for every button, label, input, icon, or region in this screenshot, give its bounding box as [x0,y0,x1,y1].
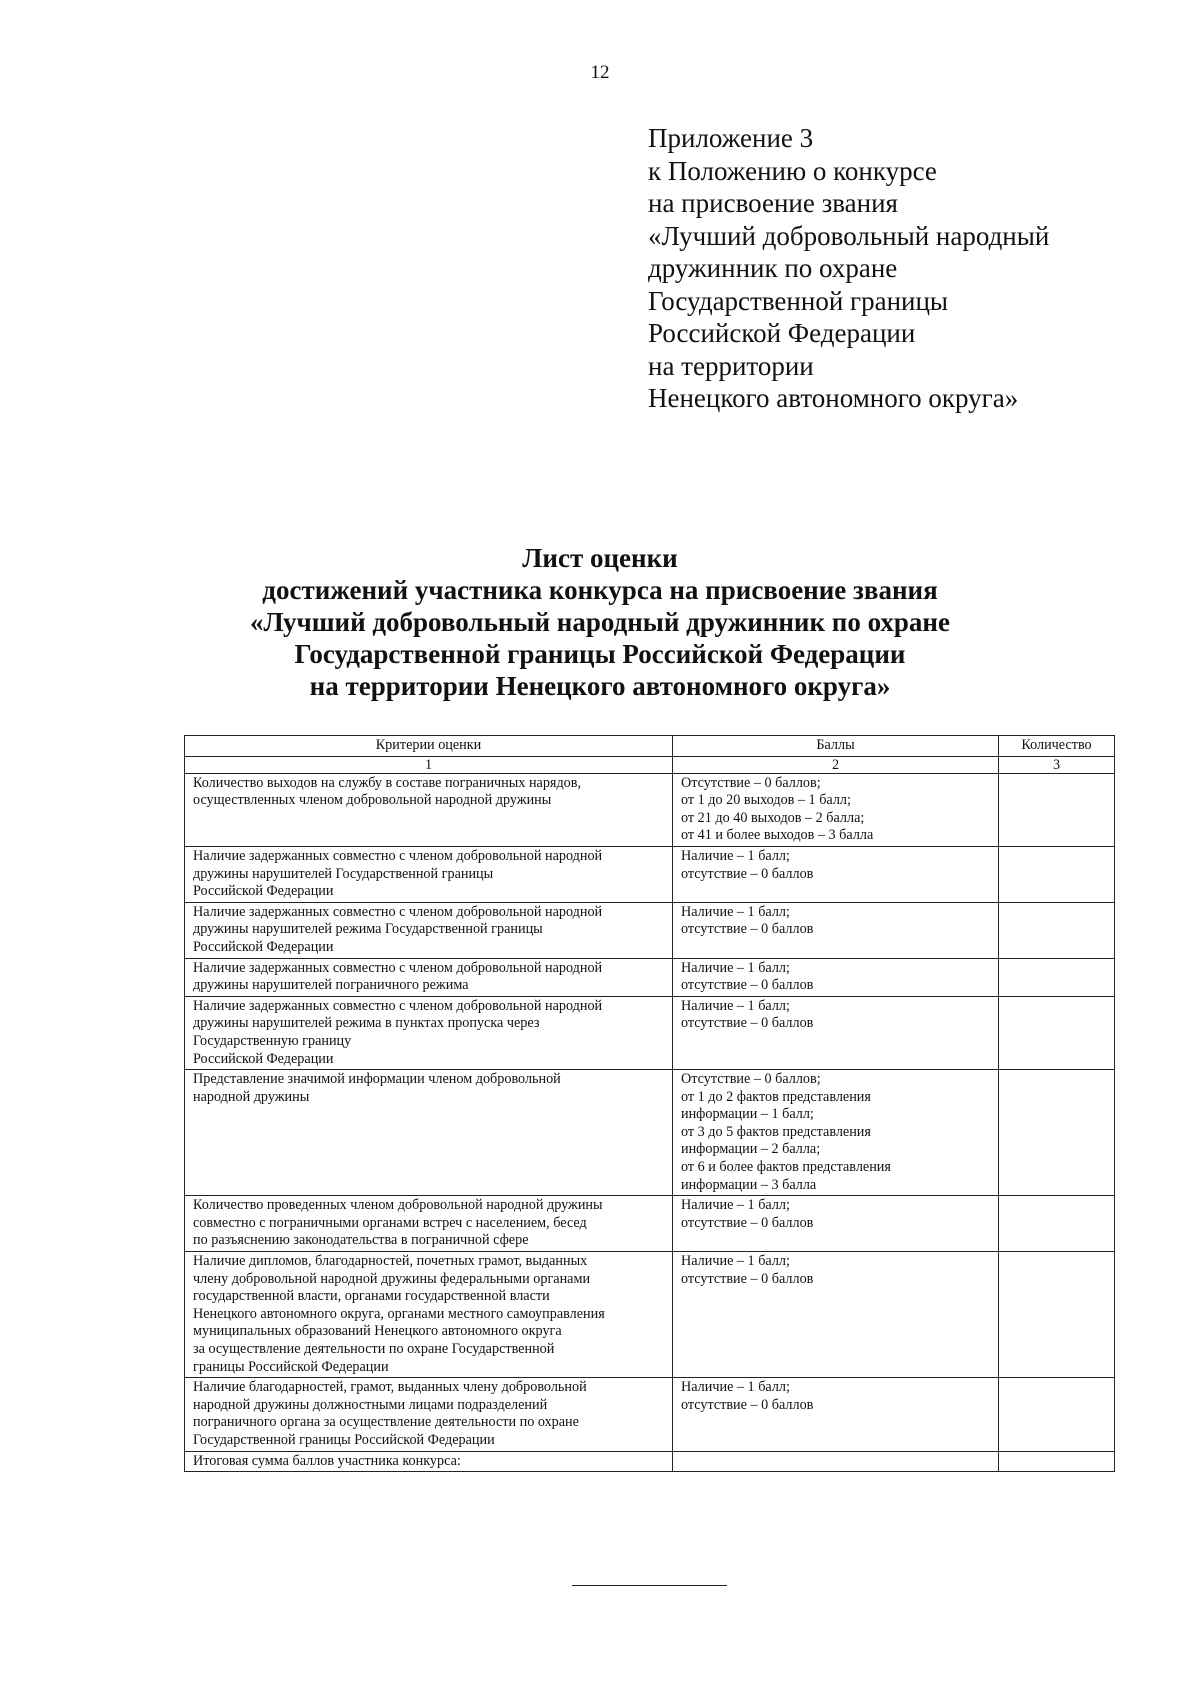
criteria-line: пограничного органа за осуществление деятельности по охране [193,1414,579,1431]
criteria-cell [185,1252,673,1378]
points-line: Отсутствие – 0 баллов; [681,774,821,791]
quantity-cell [999,1378,1115,1451]
quantity-cell [999,773,1115,846]
criteria-cell [185,958,673,996]
appendix-line: к Положению о конкурсе [648,155,937,186]
criteria-line: совместно с пограничными органами встреч с населением, бесед [193,1214,587,1231]
criteria-cell [185,996,673,1069]
total-points-cell [673,1451,999,1472]
criteria-line: по разъяснению законодательства в пограничной сфере [193,1232,529,1249]
table-row [185,1196,1115,1252]
criteria-line: Количество проведенных членом добровольной народной дружины [193,1197,603,1214]
criteria-line: Ненецкого автономного округа, органами местного самоуправления [193,1305,605,1322]
column-number-3: 3 [999,756,1115,773]
criteria-line: Российской Федерации [193,1050,334,1067]
total-row [185,1451,1115,1472]
criteria-line: Государственную границу [193,1032,352,1049]
quantity-cell [999,902,1115,958]
points-cell [673,1070,999,1196]
points-line: Наличие – 1 балл; [681,903,790,920]
criteria-line: дружины нарушителей режима в пунктах пропуска через [193,1015,540,1032]
table-row [185,958,1115,996]
points-cell [673,846,999,902]
appendix-line: Приложение 3 [648,123,814,153]
points-cell [673,1378,999,1451]
points-line: от 41 и более выходов – 3 балла [681,827,874,844]
points-line: отсутствие – 0 баллов [681,1396,814,1413]
points-cell [673,902,999,958]
quantity-cell [999,996,1115,1069]
criteria-line: Наличие задержанных совместно с членом добровольной народной [193,959,603,976]
points-line: от 3 до 5 фактов представления [681,1123,871,1140]
points-cell [673,996,999,1069]
criteria-line: Государственной границы Российской Федерации [193,1431,495,1448]
points-cell [673,958,999,996]
appendix-line: Российской Федерации [648,318,916,348]
points-line: отсутствие – 0 баллов [681,865,814,882]
criteria-cell [185,1378,673,1451]
criteria-cell [185,846,673,902]
quantity-cell [999,1252,1115,1378]
criteria-line: дружины нарушителей Государственной границы [193,865,494,882]
criteria-line: Количество выходов на службу в составе пограничных нарядов, [193,774,582,791]
criteria-line: дружины нарушителей пограничного режима [193,977,469,994]
criteria-cell [185,1196,673,1252]
points-line: Наличие – 1 балл; [681,1197,790,1214]
header-points: Баллы [673,736,999,757]
points-line: Отсутствие – 0 баллов; [681,1071,821,1088]
criteria-line: Представление значимой информации членом добровольной [193,1071,561,1088]
quantity-cell [999,846,1115,902]
points-line: информации – 2 балла; [681,1141,821,1158]
title-line: «Лучший добровольный народный дружинник по охране [250,607,950,637]
criteria-line: члену добровольной народной дружины федеральными органами [193,1270,591,1287]
appendix-line: Государственной границы [648,285,949,316]
points-cell [673,1252,999,1378]
appendix-reference [648,122,1168,415]
column-number-2: 2 [673,756,999,773]
criteria-line: за осуществление деятельности по охране Государственной [193,1341,555,1357]
criteria-line: дружины нарушителей режима Государственной границы [193,921,543,938]
criteria-line: Наличие дипломов, благодарностей, почетных грамот, выданных [193,1253,588,1270]
appendix-line: на присвоение звания [648,188,898,218]
criteria-line: народной дружины должностными лицами подразделений [193,1396,548,1413]
table-row [185,846,1115,902]
table-row [185,773,1115,846]
points-cell [673,773,999,846]
points-line: от 21 до 40 выходов – 2 балла; [681,809,865,826]
appendix-line: «Лучший добровольный народный [648,220,1050,251]
header-criteria: Критерии оценки [185,736,673,757]
table-row [185,1070,1115,1196]
points-line: от 6 и более фактов представления [681,1159,891,1176]
points-line: от 1 до 20 выходов – 1 балл; [681,792,851,809]
page-number: 12 [590,62,610,83]
header-quantity: Количество [999,736,1115,757]
criteria-line: Российской Федерации [193,883,334,900]
title-line: Государственной границы Российской Федерации [294,639,906,669]
appendix-line: дружинник по охране [648,253,898,283]
table-row [185,902,1115,958]
criteria-cell [185,773,673,846]
table-row [185,996,1115,1069]
points-line: от 1 до 2 фактов представления [681,1088,871,1105]
points-line: отсутствие – 0 баллов [681,977,814,994]
total-label: Итоговая сумма баллов участника конкурса: [185,1451,673,1472]
points-line: Наличие – 1 балл; [681,959,790,976]
evaluation-table [184,735,1115,1472]
points-line: отсутствие – 0 баллов [681,921,814,938]
document-title [0,542,1200,702]
criteria-line: Российской Федерации [193,938,334,955]
title-line: достижений участника конкурса на присвоение звания [262,575,938,605]
criteria-cell [185,902,673,958]
criteria-line: Наличие задержанных совместно с членом добровольной народной [193,903,603,920]
criteria-line: государственной власти, органами государственной власти [193,1288,550,1305]
title-line: Лист оценки [522,543,678,573]
points-line: Наличие – 1 балл; [681,1253,790,1270]
criteria-line: Наличие задержанных совместно с членом добровольной народной [193,997,603,1014]
criteria-line: осуществленных членом добровольной народной дружины [193,792,552,809]
criteria-cell [185,1070,673,1196]
table-header-row [185,736,1115,757]
points-line: отсутствие – 0 баллов [681,1015,814,1032]
criteria-line: границы Российской Федерации [193,1358,389,1375]
table-row [185,1378,1115,1451]
appendix-line: Ненецкого автономного округа» [648,383,1019,413]
points-line: Наличие – 1 балл; [681,997,790,1014]
points-line: информации – 3 балла [681,1176,817,1193]
column-number-row [185,756,1115,773]
quantity-cell [999,1196,1115,1252]
criteria-line: Наличие задержанных совместно с членом добровольной народной [193,847,603,864]
points-line: отсутствие – 0 баллов [681,1270,814,1287]
appendix-line: на территории [648,350,814,381]
table-row [185,1252,1115,1378]
points-line: отсутствие – 0 баллов [681,1214,814,1231]
quantity-cell [999,1070,1115,1196]
criteria-line: муниципальных образований Ненецкого автономного округа [193,1323,562,1340]
total-quantity-cell [999,1451,1115,1472]
points-cell [673,1196,999,1252]
column-number-1: 1 [185,756,673,773]
points-line: информации – 1 балл; [681,1106,814,1123]
title-line: на территории Ненецкого автономного округа» [309,671,891,701]
criteria-line: Наличие благодарностей, грамот, выданных члену добровольной [193,1379,587,1396]
criteria-line: народной дружины [193,1088,310,1105]
points-line: Наличие – 1 балл; [681,1379,790,1396]
bottom-divider [572,1585,727,1586]
points-line: Наличие – 1 балл; [681,847,790,864]
quantity-cell [999,958,1115,996]
